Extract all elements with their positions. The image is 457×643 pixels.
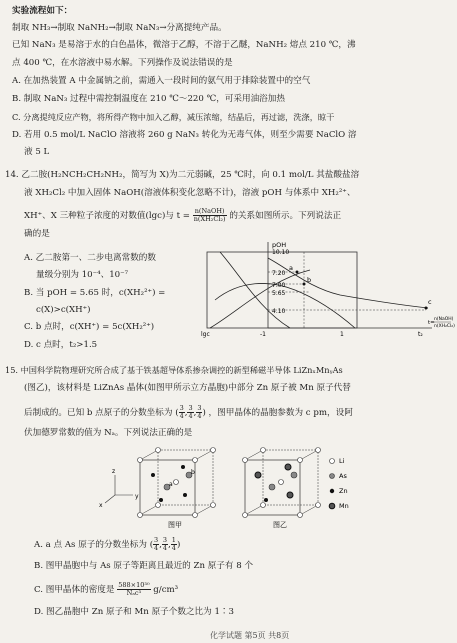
q13-option-d[interactable]: D. 若用 0.5 mol/L NaClO 溶液将 260 g NaN₃ 转化为无毒气体，则至少需要 NaClO 溶 [12, 130, 357, 140]
q14-option-b-cont: c(X)>c(XH⁺) [36, 305, 91, 315]
q14-stem-3 [24, 208, 341, 223]
q15-option-d[interactable]: D. 图乙晶胞中 Zn 原子和 Mn 原子个数之比为 1∶3 [34, 607, 234, 617]
atom-li [261, 503, 266, 508]
q14-stem-3a: XH⁺、X 三种粒子浓度的对数值(lgc)与 t = [24, 211, 191, 221]
atom-li [156, 448, 161, 453]
q15-stem-1: 15. 中国科学院物理研究所合成了基于铁基超导体系掺杂调控的新型稀磁半导体 LiZnₓMnᵧAs [5, 365, 343, 375]
x-axis-frac-num: n(NaOH) [434, 317, 454, 322]
legend-as-icon [330, 474, 335, 479]
coord-b-y-num: 3 [188, 404, 193, 412]
atom-as [291, 472, 297, 478]
density-den: Nₐc³ [126, 589, 142, 597]
point-a [296, 271, 299, 274]
q13-option-d-cont: 液 5 L [24, 147, 50, 157]
atom-li [298, 458, 303, 463]
density-fraction [117, 582, 150, 597]
point-a-mark: a [169, 481, 173, 488]
q15-stem-3a: 后制成的。已知 b 点原子的分数坐标为 [24, 408, 173, 418]
x-tick-neg1: -1 [260, 331, 266, 338]
point-b-label: b [307, 276, 312, 284]
y-top-tick: 10.10 [272, 249, 290, 256]
y-tick-410: 4.10 [272, 308, 286, 315]
coord-b-x-den: 4 [179, 412, 184, 420]
cell-yi [243, 448, 321, 518]
coord-a-x-num: 3 [154, 536, 159, 544]
coord-a-y-num: 3 [162, 536, 168, 544]
curve-x [210, 270, 310, 328]
atom-zn [181, 465, 185, 469]
atom-li [279, 480, 284, 485]
point-c-label: c [428, 298, 432, 306]
atom-li [193, 513, 198, 518]
atom-mn [255, 472, 261, 478]
density-unit: g/cm³ [153, 585, 179, 595]
t-fraction [193, 208, 227, 223]
atom-li [193, 458, 198, 463]
atom-li [211, 448, 216, 453]
q13-option-c[interactable]: C. 分离提纯反应产物，将所得产物中加入乙醇，减压浓缩，结晶后，再过滤，洗涤，晾干 [12, 112, 335, 122]
x-axis-label: t= [428, 320, 435, 326]
point-c [425, 307, 428, 310]
coord-a-z-den: 4 [171, 544, 176, 552]
q13-option-a[interactable]: A. 在加热装置 A 中金属钠之前，需通入一段时间的氨气用于排除装置中的空气 [12, 76, 311, 86]
legend-li: Li [339, 457, 345, 465]
atom-li [211, 503, 216, 508]
q14-stem-2: 液 XH₂Cl₂ 中加入固体 NaOH(溶液体积变化忽略不计)，溶液 pOH 与体系中 XH₂²⁺、 [24, 188, 356, 198]
coord-b-z-den: 4 [197, 412, 202, 420]
atom-li [156, 503, 161, 508]
density-num: 588×10³⁰ [118, 581, 150, 589]
atom-li [138, 458, 143, 463]
atom-zn [159, 498, 163, 502]
y-tick-565: 5.65 [272, 290, 286, 297]
q15-stem-3 [24, 405, 353, 420]
coord-a-y-den: 4 [162, 544, 168, 552]
t-fraction-num: n(NaOH) [194, 207, 225, 215]
q14-option-b[interactable]: B. 当 pOH = 5.65 时，c(XH₂²⁺) = [24, 288, 166, 298]
known-info-2: 点 400 ℃，在水溶液中易水解。下列操作及说法错误的是 [12, 58, 233, 68]
q15-option-a[interactable] [34, 537, 180, 552]
q15-option-b[interactable]: B. 图甲晶胞中与 As 原子等距离且最近的 Zn 原子有 8 个 [34, 561, 254, 571]
q15-stem-3b: ，图甲晶体的晶胞参数为 c pm，设阿 [208, 408, 353, 418]
q14-option-a[interactable]: A. 乙二胺第一、二步电离常数的数 [24, 253, 156, 263]
q14-option-d[interactable]: D. c 点时，t₂>1.5 [24, 340, 98, 350]
legend-mn-icon [329, 503, 335, 509]
coord-a-x-den: 4 [154, 544, 159, 552]
q14-option-a-cont: 量级分别为 10⁻⁴、10⁻⁷ [36, 270, 129, 280]
q15-option-a-text: A. a 点 As 原子的分数坐标为 [34, 540, 147, 550]
legend-as: As [339, 472, 347, 480]
axes-triad [99, 468, 139, 509]
y-axis-label: pOH [272, 241, 287, 249]
axis-z-label: z [112, 468, 116, 475]
x-tick-1: 1 [340, 331, 344, 338]
q14-stem-3b: 的关系如图所示。下列说法正 [229, 211, 342, 221]
atom-mn [287, 492, 293, 498]
axis-y-label: y [135, 493, 139, 500]
coord-b-y-den: 4 [188, 412, 193, 420]
q13-option-b[interactable]: B. 制取 NaN₃ 过程中需控制温度在 210 ℃～220 ℃，可采用油浴加热 [12, 94, 285, 104]
legend-mn: Mn [339, 502, 349, 510]
point-a-label: a [289, 264, 293, 272]
atom-li [316, 448, 321, 453]
q14-stem-1: 14. 乙二胺(H₂NCH₂CH₂NH₂，简写为 X)为二元弱碱，25 ℃时，向 0.1 mol/L 其盐酸盐溶 [5, 170, 360, 180]
atom-li [298, 513, 303, 518]
y-tick-720: 7.20 [272, 270, 286, 277]
q15-figures [85, 445, 380, 530]
atom-li [261, 448, 266, 453]
atom-zn [264, 498, 268, 502]
point-b [303, 283, 306, 286]
q14-option-c[interactable]: C. b 点时，c(XH⁺) = 5c(XH₂²⁺) [24, 322, 155, 332]
x-tick-t2: t₂ [418, 331, 423, 338]
cell-jia [138, 448, 216, 518]
x-tick-lgc: lgc [201, 331, 210, 338]
q14-stem-4: 确的是 [24, 229, 50, 239]
q14-graph [200, 240, 455, 340]
fig-jia-label: 图甲 [168, 521, 182, 529]
axis-x-label: x [99, 502, 103, 509]
t-fraction-den: n(XH₂Cl₂) [193, 215, 226, 223]
coord-b: ( $\frac{3}{4}$ , $\frac{3}{4}$ , $\frac{3}{4}$ ) [175, 404, 206, 420]
point-b-mark: b [191, 469, 195, 476]
atom-li [316, 503, 321, 508]
page-footer: 化学试题 第5页 共8页 [210, 631, 290, 640]
q15-option-c-text: C. 图甲晶体的密度是 [34, 585, 115, 595]
fig-yi-label: 图乙 [273, 521, 287, 529]
coord-a: ( $\frac{3}{4}$ , $\frac{3}{4}$ , $\frac{1}{4}$ ) [149, 536, 181, 552]
flow-text: 制取 NH₃→制取 NaNH₂→制取 NaN₃→分离提纯产品。 [12, 23, 227, 33]
legend-li-icon [330, 459, 335, 464]
known-info-1: 已知 NaN₃ 是易溶于水的白色晶体，微溶于乙醇，不溶于乙醚，NaNH₂ 熔点 210 ℃，沸 [12, 40, 356, 50]
x-axis-frac-den: n(XH₂Cl₂) [434, 324, 455, 329]
q15-stem-4: 伏加德罗常数的值为 Nₐ。下列说法正确的是 [24, 428, 193, 438]
atom-zn [151, 473, 155, 477]
coord-b-z-num: 3 [197, 404, 202, 412]
atom-li [138, 513, 143, 518]
atom-li [243, 513, 248, 518]
atom-as [269, 484, 275, 490]
coord-a-z-num: 1 [171, 536, 176, 544]
atom-mn [285, 464, 291, 470]
flow-title: 实验流程如下： [12, 6, 73, 16]
atom-zn [183, 493, 187, 497]
q15-stem-2: (图乙)，该材料是 LiZnAs 晶体(如图甲所示立方晶胞)中部分 Zn 原子被 Mn 原子代替 [24, 383, 351, 393]
y-tick-700: 7.00 [272, 282, 286, 289]
legend-zn-icon [330, 489, 334, 493]
legend-zn: Zn [339, 487, 348, 495]
atom-li [243, 458, 248, 463]
q15-option-c[interactable] [34, 582, 178, 597]
coord-b-x-num: 3 [179, 404, 184, 412]
legend [329, 457, 349, 510]
atom-li [174, 480, 179, 485]
